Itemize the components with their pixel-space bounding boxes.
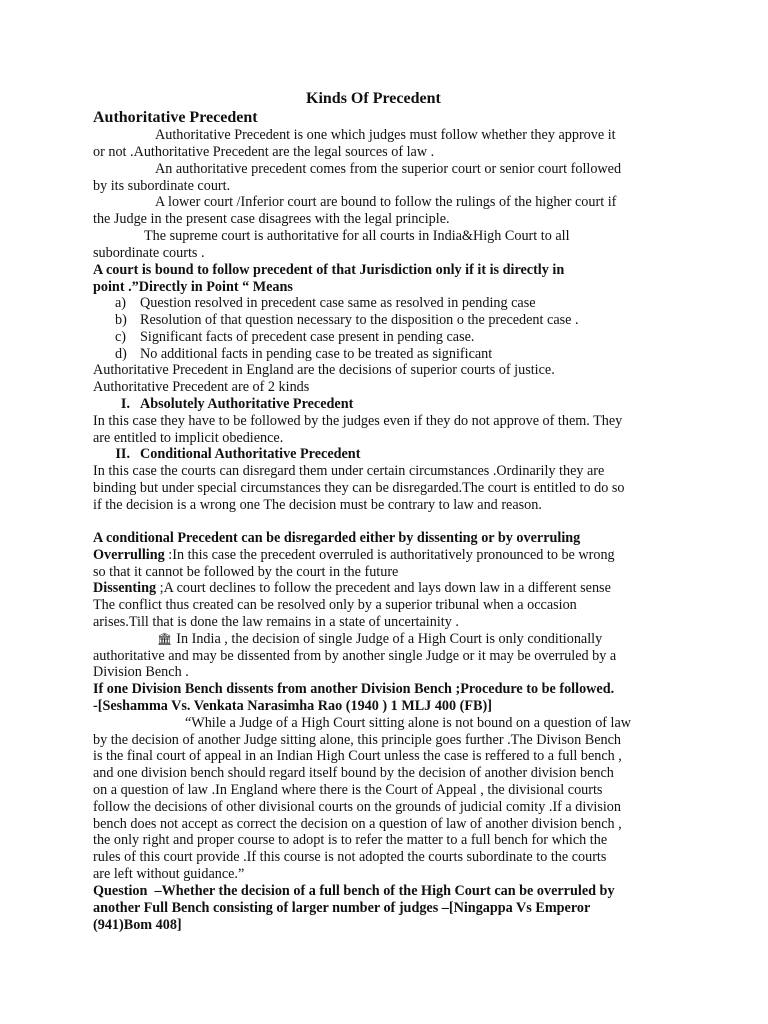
list-item-text: Significant facts of precedent case present in pending case. bbox=[140, 329, 475, 345]
bold-statement: A court is bound to follow precedent of that Jurisdiction only if it is directly in bbox=[93, 262, 565, 278]
paragraph-line: Authoritative Precedent in England are the decisions of superior courts of justice. bbox=[93, 362, 555, 378]
paragraph-line: so that it cannot be followed by the court in the future bbox=[93, 564, 399, 580]
paragraph-line bbox=[93, 580, 611, 597]
roman-heading bbox=[93, 396, 353, 413]
paragraph-line: subordinate courts . bbox=[93, 245, 205, 261]
question-line bbox=[93, 883, 615, 900]
quote-line: the only right and proper course to adopt is to refer the matter to a full bench for which the bbox=[93, 832, 608, 848]
paragraph-line: Authoritative Precedent is one which judges must follow whether they approve it bbox=[155, 127, 616, 143]
list-item bbox=[93, 295, 536, 312]
roman-marker: I. bbox=[120, 396, 130, 412]
list-marker: d) bbox=[115, 346, 127, 362]
page-title: Kinds Of Precedent bbox=[306, 90, 441, 107]
paragraph-line: arises.Till that is done the law remains in a state of uncertainity . bbox=[93, 614, 459, 630]
list-marker: c) bbox=[115, 329, 127, 345]
paragraph-line: Authoritative Precedent are of 2 kinds bbox=[93, 379, 310, 395]
bold-statement: If one Division Bench dissents from another Division Bench ;Procedure to be followed. bbox=[93, 681, 615, 697]
paragraph-line: The conflict thus created can be resolved only by a superior tribunal when a occasion bbox=[93, 597, 577, 613]
term-dissenting: Dissenting bbox=[93, 580, 157, 596]
question-line: another Full Bench consisting of larger number of judges –[Ningappa Vs Emperor bbox=[93, 900, 591, 916]
question-line: (941)Bom 408] bbox=[93, 917, 182, 933]
list-item bbox=[93, 346, 492, 363]
roman-heading bbox=[93, 446, 360, 463]
paragraph-line: In this case the courts can disregard them under certain circumstances .Ordinarily they are bbox=[93, 463, 605, 479]
roman-heading-text: Absolutely Authoritative Precedent bbox=[140, 396, 354, 412]
bank-icon: 🏛 bbox=[157, 632, 173, 646]
paragraph-line: authoritative and may be dissented from by another single Judge or it may be overruled by a bbox=[93, 648, 617, 664]
paragraph-line: binding but under special circumstances they can be disregarded.The court is entitled to do so bbox=[93, 480, 625, 496]
term-question: Question bbox=[93, 883, 148, 899]
quote-line: bench does not accept as correct the decision on a question of law of another division bench , bbox=[93, 816, 622, 832]
term-overrulling: Overrulling bbox=[93, 547, 165, 563]
paragraph-line: by its subordinate court. bbox=[93, 178, 231, 194]
bold-statement: A conditional Precedent can be disregarded either by dissenting or by overruling bbox=[93, 530, 581, 546]
list-marker: a) bbox=[115, 295, 127, 311]
quote-line: “While a Judge of a High Court sitting alone is not bound on a question of law bbox=[185, 715, 632, 731]
list-item-text: Question resolved in precedent case same as resolved in pending case bbox=[140, 295, 536, 311]
paragraph-line: are entitled to implicit obedience. bbox=[93, 430, 284, 446]
quote-line: is the final court of appeal in an Indian High Court unless the case is reffered to a full bench , bbox=[93, 748, 622, 764]
list-marker: b) bbox=[115, 312, 127, 328]
list-item bbox=[93, 312, 579, 329]
roman-heading-text: Conditional Authoritative Precedent bbox=[140, 446, 361, 462]
list-item bbox=[93, 329, 474, 346]
paragraph-line: or not .Authoritative Precedent are the legal sources of law . bbox=[93, 144, 435, 160]
question-text: –Whether the decision of a full bench of the High Court can be overruled by bbox=[154, 883, 615, 899]
quote-line: by the decision of another Judge sitting alone, this principle goes further .The Divison Bench bbox=[93, 732, 621, 748]
quote-line: follow the decisions of other divisional courts on the grounds of judicial comity .If a division bbox=[93, 799, 621, 815]
paragraph-text: In India , the decision of single Judge of a High Court is only conditionally bbox=[176, 631, 603, 647]
paragraph-line: In this case they have to be followed by the judges even if they do not approve of them. They bbox=[93, 413, 623, 429]
quote-line: are left without guidance.” bbox=[93, 866, 245, 882]
section-heading: Authoritative Precedent bbox=[93, 109, 258, 126]
roman-marker: II. bbox=[115, 446, 130, 462]
paragraph-line: if the decision is a wrong one The decision must be contrary to law and reason. bbox=[93, 497, 542, 513]
paragraph-line bbox=[93, 547, 615, 564]
quote-line: rules of this court provide .If this course is not adopted the courts subordinate to the courts bbox=[93, 849, 607, 865]
paragraph-text: :In this case the precedent overruled is authoritatively pronounced to be wrong bbox=[168, 547, 615, 563]
paragraph-text: ;A court declines to follow the precedent and lays down law in a different sense bbox=[159, 580, 611, 596]
paragraph-line: the Judge in the present case disagrees with the legal principle. bbox=[93, 211, 450, 227]
case-citation: -[Seshamma Vs. Venkata Narasimha Rao (1940 ) 1 MLJ 400 (FB)] bbox=[93, 698, 492, 714]
quote-line: on a question of law .In England where there is the Court of Appeal , the divisional courts bbox=[93, 782, 603, 798]
list-item-text: No additional facts in pending case to be treated as significant bbox=[140, 346, 493, 362]
paragraph-line bbox=[157, 631, 602, 648]
list-item-text: Resolution of that question necessary to the disposition o the precedent case . bbox=[140, 312, 579, 328]
bold-statement: point .”Directly in Point “ Means bbox=[93, 279, 293, 295]
paragraph-line: The supreme court is authoritative for all courts in India&High Court to all bbox=[144, 228, 570, 244]
paragraph-line: An authoritative precedent comes from the superior court or senior court followed bbox=[155, 161, 622, 177]
quote-line: and one division bench should regard itself bound by the decision of another division bench bbox=[93, 765, 614, 781]
paragraph-line: Division Bench . bbox=[93, 664, 189, 680]
paragraph-line: A lower court /Inferior court are bound to follow the rulings of the higher court if bbox=[155, 194, 617, 210]
